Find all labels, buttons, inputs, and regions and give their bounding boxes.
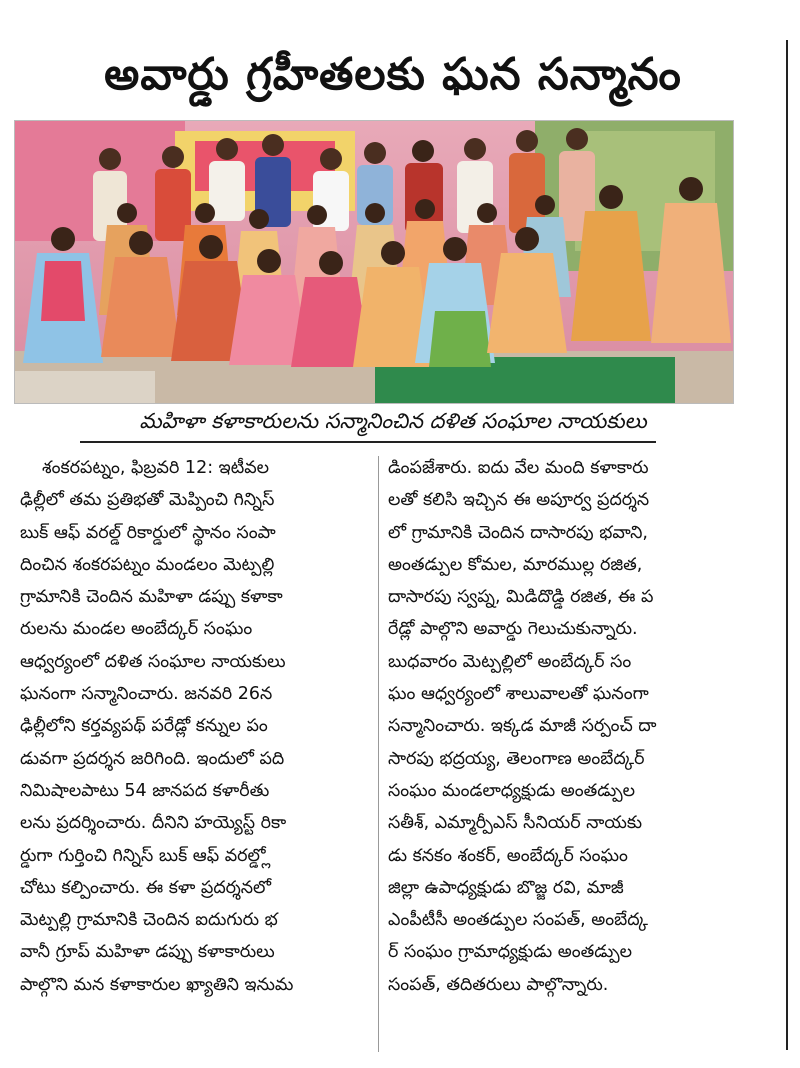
article-line: వానీ గ్రూప్ మహిళా డప్పు కళాకారులు: [20, 942, 275, 963]
article-column-left: [20, 452, 372, 1052]
photo-caption: మహిళా కళాకారులను సన్మానించిన దళిత సంఘాల నాయకులు: [139, 409, 647, 433]
article-line: ఘనంగా సన్మానించారు. జనవరి 26న: [20, 684, 273, 705]
caption-underline: [80, 441, 656, 443]
article-line: గ్రామానికి చెందిన మహిళా డప్పు కళాకా: [20, 587, 283, 608]
article-line: జిల్లా ఉపాధ్యక్షుడు బొజ్జ రవి, మాజీ: [388, 877, 624, 898]
article-line: ర్ సంఘం గ్రామాధ్యక్షుడు అంతడ్పుల: [388, 942, 632, 963]
article-line: రేడ్లో పాల్గొని అవార్డు గెలుచుకున్నారు.: [388, 619, 638, 640]
article-line: సతీశ్, ఎమ్మార్పీఎస్ సీనియర్ నాయకు: [388, 813, 643, 834]
article-line: సంఘం మండలాధ్యక్షుడు అంతడ్పుల: [388, 780, 636, 801]
article-line: సన్మానించారు. ఇక్కడ మాజీ సర్పంచ్ దా: [388, 716, 657, 737]
article-line: లను ప్రదర్శించారు. దీనిని హయ్యెస్ట్ రికా: [20, 813, 287, 834]
article-line: ఘం ఆధ్వర్యంలో శాలువాలతో ఘనంగా: [388, 684, 649, 705]
article-line: ఎంపీటీసీ అంతడ్పుల సంపత్, అంబేద్క: [388, 910, 648, 931]
article-line: అంతడ్పుల కోమల, మారముల్ల రజిత,: [388, 554, 643, 575]
article-line: మెట్పల్లి గ్రామానికి చెందిన ఐదుగురు భ: [20, 910, 278, 931]
article-line: లో గ్రామానికి చెందిన దాసారపు భవాని,: [388, 522, 648, 543]
article-line: నిమిషాలపాటు 54 జానపద కళారీతు: [20, 780, 270, 801]
article-line: శంకరపట్నం, ఫిబ్రవరి 12: ఇటీవల: [42, 458, 270, 478]
group-photo: [14, 120, 734, 404]
article-line: డు కనకం శంకర్, అంబేద్కర్ సంఘం: [388, 845, 628, 866]
article-line: ఆధ్వర్యంలో దళిత సంఘాల నాయకులు: [20, 651, 286, 672]
group-photo-illustration: [15, 121, 733, 403]
article-line: రులను మండల అంబేద్కర్ సంఘం: [20, 619, 253, 640]
article-line: బుక్ ఆఫ్ వరల్డ్ రికార్డులో స్థానం సంపా: [20, 522, 276, 543]
column-border: [786, 40, 788, 1050]
article-line: సారపు భద్రయ్య, తెలంగాణ అంబేద్కర్: [388, 748, 645, 769]
article-line: డువగా ప్రదర్శన జరిగింది. ఇందులో పది: [20, 748, 285, 769]
article-line: దాసారపు స్వప్న, మిడిదొడ్డి రజిత, ఈ ప: [388, 587, 654, 608]
article-line: సంపత్, తదితరులు పాల్గొన్నారు.: [388, 974, 609, 995]
article-line: ఢిల్లీలోని కర్తవ్యపథ్ పరేడ్లో కన్నుల పం: [20, 716, 268, 737]
headline: అవార్డు గ్రహీతలకు ఘన సన్మానం: [104, 49, 682, 100]
article-line: పాల్గొని మన కళాకారుల ఖ్యాతిని ఇనుమ: [20, 974, 294, 995]
article-line: డింపజేశారు. ఐదు వేల మంది కళాకారు: [388, 458, 649, 478]
article-line: చోటు కల్పించారు. ఈ కళా ప్రదర్శనలో: [20, 877, 272, 898]
article-line: ర్డుగా గుర్తించి గిన్నిస్ బుక్ ఆఫ్ వరల్డ్లో: [20, 845, 271, 866]
article-line: ఢిల్లీలో తమ ప్రతిభతో మెప్పించి గిన్నిస్: [20, 490, 275, 511]
article-line: బుధవారం మెట్పల్లిలో అంబేద్కర్ సం: [388, 651, 632, 672]
article-column-right: [388, 452, 740, 1052]
column-divider: [378, 456, 379, 1052]
article-line: లతో కలిసి ఇచ్చిన ఈ అపూర్వ ప్రదర్శన: [388, 490, 650, 511]
article-line: దించిన శంకరపట్నం మండలం మెట్పల్లి: [20, 554, 275, 575]
